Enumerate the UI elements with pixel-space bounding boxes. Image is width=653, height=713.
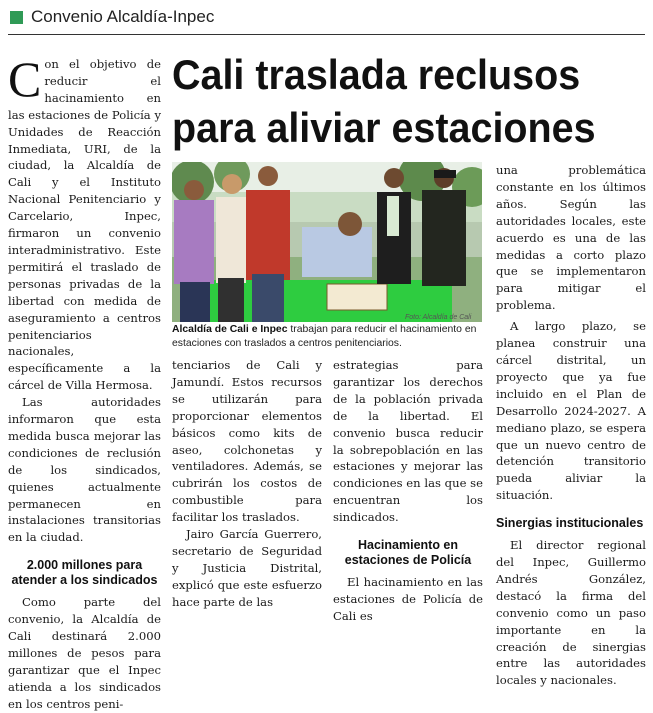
headline-line-2: para aliviar estaciones	[172, 104, 596, 151]
photo-credit: Foto: Alcaldía de Cali	[405, 314, 472, 321]
caption-text: trabajan para reducir el hacinamiento en estaciones con traslados a centros penitenciarios.	[172, 324, 477, 349]
caption-bold: Alcaldía de Cali e Inpec	[172, 324, 288, 335]
headline-line-1: Cali traslada reclusos	[172, 51, 581, 98]
paragraph: estrategias para garantizar los derechos de la población privada de la libertad. El convenio busca reducir la sobrepoblación en las estaciones y mejorar las condiciones en las que se encuentran los sindicados.	[333, 358, 483, 525]
paragraph: A largo plazo, se planea construir una cárcel distrital, un proyecto que ya fue incluido en el Plan de Desarrollo 2024-2027. A mediano plazo, se espera que un nuevo centro de detención transitorio pueda aliviar la situación.	[496, 319, 646, 503]
section-kicker-label: Convenio Alcaldía-Inpec	[31, 7, 215, 26]
headline	[172, 48, 619, 154]
article-column-2	[172, 357, 322, 611]
subheading: Hacinamiento en estaciones de Policía	[344, 538, 472, 568]
paragraph: Las autoridades informaron que esta medida busca mejorar las condiciones de reclusión de los sindicados, quienes actualmente permanecen en instalaciones transitorias en la ciudad.	[8, 395, 161, 545]
section-divider	[8, 34, 645, 35]
subheading: Sinergias institucionales	[496, 516, 644, 531]
lead-paragraph	[8, 51, 161, 394]
article-photo	[172, 162, 482, 322]
paragraph: tenciarios de Cali y Jamundí. Estos recursos se utilizarán para proporcionar elementos básicos como kits de aseo, colchonetas y ventiladores. Además, se cubrirán los costos de combustible para facilitar los traslados.	[172, 358, 322, 525]
paragraph: El director regional del Inpec, Guillermo Andrés González, destacó la firma del convenio como un paso importante en la creación de sinergias entre las autoridades locales y nacionales.	[496, 538, 646, 688]
signing-ceremony-illustration	[172, 162, 482, 322]
article-column-1	[8, 51, 161, 713]
photo-caption	[172, 323, 482, 350]
section-marker-icon	[10, 11, 23, 24]
paragraph: Como parte del convenio, la Alcaldía de Cali destinará 2.000 millones de pesos para garantizar que el Inpec atienda a los sindicados en los centros peni-	[8, 595, 161, 711]
subheading: 2.000 millones para atender a los sindicados	[11, 558, 158, 588]
paragraph: una problemática constante en los últimos años. Según las autoridades locales, este acuerdo es una de las medidas a corto plazo que se implementaron para mitigar el problema.	[496, 163, 646, 313]
drop-cap: C	[8, 51, 42, 107]
article-column-4	[496, 162, 646, 689]
section-kicker	[10, 6, 214, 28]
paragraph: Jairo García Guerrero, secretario de Seguridad y Justicia Distrital, explicó que este esfuerzo hace parte de las	[172, 527, 322, 609]
article-column-3	[333, 357, 483, 625]
paragraph: El hacinamiento en las estaciones de Policía de Cali es	[333, 575, 483, 623]
lead-text: on el objetivo de reducir el hacinamiento en las estaciones de Policía y Unidades de Reacción Inmediata, URI, de la ciudad, la Alcaldía de Cali y el Instituto Nacional Penitenciario y Carcelario, Inpec, firmaron un convenio interadministrativo. Este permitirá el traslado de personas privadas de la libertad con medida de aseguramiento a centros penitenciarios nacionales, específicamente a la cárcel de Villa Hermosa.	[8, 57, 161, 393]
